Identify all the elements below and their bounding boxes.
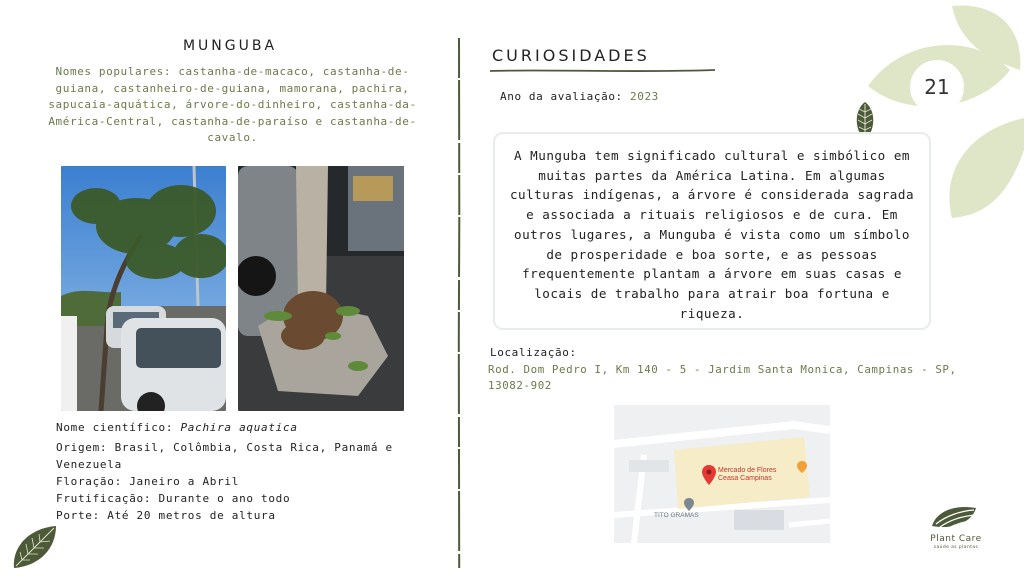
- stump-photo: [238, 166, 404, 411]
- tree-photo: [61, 166, 226, 411]
- page-divider: [457, 38, 461, 568]
- plant-facts: [56, 419, 416, 524]
- flowering: Floração: Janeiro a Abril: [56, 475, 240, 488]
- page-number: 21: [910, 60, 964, 114]
- location-map[interactable]: [614, 405, 830, 543]
- size: Porte: Até 20 metros de altura: [56, 509, 276, 522]
- curiosities-title: CURIOSIDADES: [492, 46, 650, 65]
- plant-care-logo: [930, 502, 980, 532]
- brand-name: Plant Care: [930, 534, 982, 544]
- plant-name: MUNGUBA: [182, 38, 278, 54]
- map-place-label: TITO GRAMAS: [654, 512, 699, 519]
- origin: Origem: Brasil, Colômbia, Costa Rica, Panamá e Venezuela: [56, 441, 393, 471]
- scientific-name: Nome científico: Pachira aquatica: [56, 421, 298, 434]
- title-underline: [490, 68, 715, 74]
- fruiting: Frutificação: Durante o ano todo: [56, 492, 291, 505]
- brand-tagline: saúde as plantas: [933, 545, 979, 550]
- popular-names: Nomes populares: castanha-de-macaco, castanha-de-guiana, castanheiro-de-guiana, mamorana, pachira, sapucaia-aquática, árvore-do-dinheiro, castanha-da-América-Central, castanha-de-paraíso e castanha-de-cavalo.: [48, 65, 417, 144]
- evaluation-year: Ano da avaliação: 2023: [500, 90, 659, 103]
- map-pin-icon: [702, 465, 716, 485]
- map-pin-label: Mercado de Flores Ceasa Campinas: [718, 467, 777, 482]
- poi-icon: [797, 461, 807, 473]
- location-label: Localização:: [490, 346, 577, 359]
- curiosities-card: A Munguba tem significado cultural e simbólico em muitas partes da América Latina. Em algumas culturas indígenas, a árvore é considerada sagrada e associada a rituais religiosos e de cura. Em outros lugares, a Munguba é vista como um símbolo de prosperidade e boa sorte, e as pessoas frequentemente plantam a árvore em suas casas e locais de trabalho para atrair boa fortuna e riqueza.: [493, 132, 931, 330]
- location-address: Rod. Dom Pedro I, Km 140 - 5 - Jardim Santa Monica, Campinas - SP, 13082-902: [488, 363, 957, 392]
- leaf-icon: [8, 522, 60, 572]
- leaf-shape-bottom: [949, 118, 1024, 218]
- place-marker-icon: [684, 498, 694, 511]
